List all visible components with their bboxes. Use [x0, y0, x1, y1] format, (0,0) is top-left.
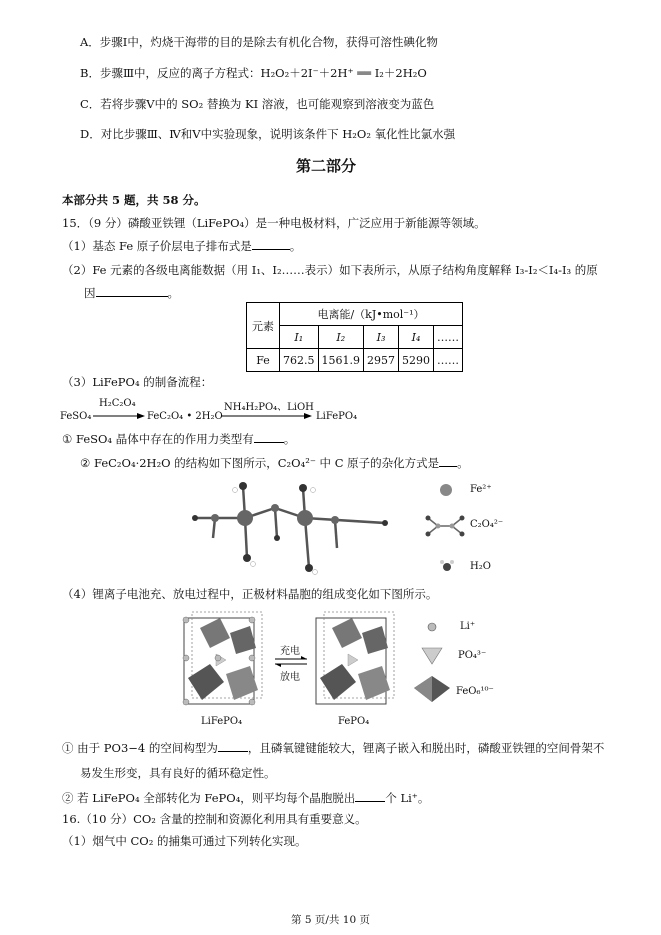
q15-part4-1	[62, 740, 604, 756]
q15-part2-cont-end: 。	[167, 286, 179, 300]
choice-c: C．若将步骤Ⅴ中的 SO₂ 替换为 KI 溶液，也可能观察到溶液变为蓝色	[80, 97, 435, 111]
flow-end: LiFePO₄	[316, 411, 358, 422]
legend-oxalate: C₂O₄²⁻	[470, 519, 504, 530]
answer-blank[interactable]	[254, 442, 284, 443]
fepo4-cell-image	[312, 608, 396, 712]
section-intro: 本部分共 5 题，共 58 分。	[62, 193, 206, 207]
q15-part2-cont-text: 因	[84, 286, 96, 300]
answer-blank[interactable]	[355, 801, 385, 802]
table-subheader: ……	[434, 326, 463, 349]
q15-part3: （3）LiFePO₄ 的制备流程：	[62, 375, 213, 389]
q15-part3-1-end: 。	[283, 432, 296, 446]
table-subheader: I₂	[318, 326, 364, 349]
table-header-element: 元素	[247, 303, 280, 349]
q15-part3-2	[80, 455, 469, 471]
answer-blank[interactable]	[218, 751, 248, 752]
phosphate-legend-icon	[420, 646, 444, 666]
flow-start: FeSO₄	[60, 411, 92, 422]
q15-part4-1-cont-line: 易发生形变，具有良好的循环稳定性。	[80, 766, 276, 780]
lifepo4-cell-image	[180, 608, 264, 712]
q15-part1-end: 。	[289, 239, 302, 253]
page-footer: 第 5 页/共 10 页	[291, 914, 370, 926]
label-charge: 充电	[280, 646, 300, 657]
flow-reagent-2: NH₄H₂PO₄、LiOH	[224, 402, 314, 413]
q16-stem: 16.（10 分）CO₂ 含量的控制和资源化利用具有重要意义。	[62, 812, 367, 826]
flow-reagent-1: H₂C₂O₄	[99, 398, 136, 409]
choice-b: B．步骤Ⅲ中，反应的离子方程式：H₂O₂＋2I⁻＋2H⁺ ══ I₂＋2H₂O	[80, 66, 427, 80]
section-title: 第二部分	[296, 157, 357, 175]
choice-d: D．对比步骤Ⅲ、Ⅳ和Ⅴ中实验现象，说明该条件下 H₂O₂ 氧化性比氯水强	[80, 127, 456, 141]
table-subheader: I₁	[280, 326, 319, 349]
answer-blank[interactable]	[252, 249, 290, 250]
q15-stem: 15．（9 分）磷酸亚铁锂（LiFePO₄）是一种电极材料，广泛应用于新能源等领域。	[62, 216, 486, 230]
flow-middle: FeC₂O₄ • 2H₂O	[147, 411, 223, 422]
li-ion-legend-icon	[425, 620, 439, 634]
table-header-energy: 电离能/（kJ•mol⁻¹）	[280, 303, 463, 326]
oxalate-legend-icon	[422, 512, 468, 540]
legend-feo6: FeO₆¹⁰⁻	[456, 686, 494, 697]
legend-water: H₂O	[470, 561, 491, 572]
q15-part4-2-end: 个 Li⁺。	[385, 791, 430, 805]
q15-part4-2	[62, 790, 429, 806]
q15-part3-1	[62, 431, 295, 447]
table-cell: 5290	[399, 349, 434, 372]
legend-po4: PO₄³⁻	[458, 650, 487, 661]
water-legend-icon	[438, 556, 458, 576]
fec2o4-structure-image	[185, 478, 395, 578]
table-cell: 762.5	[280, 349, 319, 372]
q15-part2: （2）Fe 元素的各级电离能数据（用 I₁、I₂……表示）如下表所示，从原子结构角度解释 I₃-I₂＜I₄-I₃ 的原	[62, 263, 598, 277]
feo6-legend-icon	[412, 674, 452, 704]
answer-blank[interactable]	[96, 296, 168, 297]
table-subheader: I₄	[399, 326, 434, 349]
table-cell: 1561.9	[318, 349, 364, 372]
legend-fe: Fe²⁺	[470, 484, 492, 495]
label-fepo4: FePO₄	[338, 716, 370, 727]
q15-part4-1-cont: ，且磷氧键键能较大，锂离子嵌入和脱出时，磷酸亚铁锂的空间骨架不	[247, 741, 605, 755]
q15-part2-cont	[84, 285, 179, 301]
q15-part1	[62, 238, 301, 254]
flow-arrow-icon	[93, 411, 145, 421]
answer-blank[interactable]	[439, 466, 457, 467]
fe-ion-legend-icon	[438, 482, 458, 502]
q15-part3-2-end: 。	[457, 456, 469, 470]
q16-part1: （1）烟气中 CO₂ 的捕集可通过下列转化实现。	[62, 834, 307, 848]
table-cell: ……	[434, 349, 463, 372]
label-lifepo4: LiFePO₄	[201, 716, 243, 727]
q15-part4: （4）锂离子电池充、放电过程中，正极材料晶胞的组成变化如下图所示。	[62, 587, 438, 601]
table-subheader: I₃	[364, 326, 399, 349]
q15-part4-1-text: ① 由于 PO3−4 的空间构型为	[62, 741, 218, 755]
choice-a: A．步骤Ⅰ中，灼烧干海带的目的是除去有机化合物，获得可溶性碘化物	[80, 35, 438, 49]
legend-li: Li⁺	[460, 621, 476, 632]
table-row-label: Fe	[247, 349, 280, 372]
label-discharge: 放电	[280, 672, 300, 683]
q15-part1-text: （1）基态 Fe 原子价层电子排布式是	[62, 239, 252, 253]
reversible-arrow-icon	[273, 656, 309, 668]
table-cell: 2957	[364, 349, 399, 372]
ionization-energy-table	[246, 302, 463, 372]
q15-part4-2-text: ② 若 LiFePO₄ 全部转化为 FePO₄，则平均每个晶胞脱出	[62, 791, 356, 805]
flow-arrow-icon	[222, 411, 312, 421]
q15-part3-1-text: ① FeSO₄ 晶体中存在的作用力类型有	[62, 432, 254, 446]
q15-part3-2-text: ② FeC₂O₄·2H₂O 的结构如下图所示，C₂O₄²⁻ 中 C 原子的杂化方式是	[80, 456, 440, 470]
